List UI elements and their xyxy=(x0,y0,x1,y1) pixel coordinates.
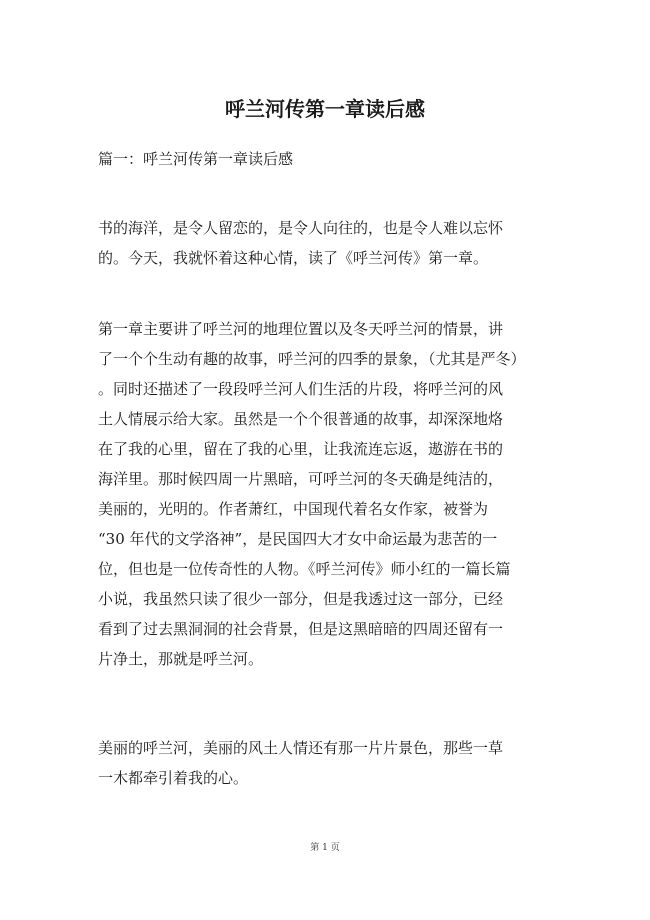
paragraph-line: “30 年代的文学洛神”，是民国四大才女中命运最为悲苦的一 xyxy=(98,530,498,548)
paragraph-line: 位，但也是一位传奇性的人物。《呼兰河传》师小红的一篇长篇 xyxy=(98,560,511,578)
section-subtitle: 篇一：呼兰河传第一章读后感 xyxy=(98,150,294,168)
paragraph-line: 书的海洋，是令人留恋的，是令人向往的，也是令人难以忘怀 xyxy=(98,219,504,237)
document-title: 呼兰河传第一章读后感 xyxy=(225,97,425,121)
paragraph-line: 看到了过去黑洞洞的社会背景，但是这黑暗暗的四周还留有一 xyxy=(98,620,504,638)
paragraph-line: 了一个个生动有趣的故事，呼兰河的四季的景象，（尤其是严冬） xyxy=(98,350,526,368)
paragraph-line: 土人情展示给大家。虽然是一个个很普通的故事，却深深地烙 xyxy=(98,410,504,428)
paragraph-line: 片净土，那就是呼兰河。 xyxy=(98,650,264,668)
paragraph-line: 一木都牵引着我的心。 xyxy=(98,769,249,787)
paragraph-line: 美丽的，光明的。作者萧红，中国现代着名女作家，被誉为 xyxy=(98,500,489,518)
paragraph-line: 海洋里。那时候四周一片黑暗，可呼兰河的冬天确是纯洁的， xyxy=(98,470,504,488)
paragraph-1 xyxy=(98,213,560,273)
paragraph-line: 在了我的心里，留在了我的心里，让我流连忘返，遨游在书的 xyxy=(98,440,504,458)
paragraph-line: 的。今天，我就怀着这种心情，读了《呼兰河传》第一章。 xyxy=(98,249,489,267)
paragraph-2 xyxy=(98,314,560,674)
paragraph-3 xyxy=(98,733,560,793)
paragraph-line: 第一章主要讲了呼兰河的地理位置以及冬天呼兰河的情景，讲 xyxy=(98,320,504,338)
page-number: 第 1 页 xyxy=(310,843,340,853)
paragraph-line: 小说，我虽然只读了很少一部分，但是我透过这一部分，已经 xyxy=(98,590,504,608)
paragraph-line: 美丽的呼兰河，美丽的风土人情还有那一片片景色，那些一草 xyxy=(98,739,504,757)
paragraph-line: 。同时还描述了一段段呼兰河人们生活的片段，将呼兰河的风 xyxy=(98,380,504,398)
